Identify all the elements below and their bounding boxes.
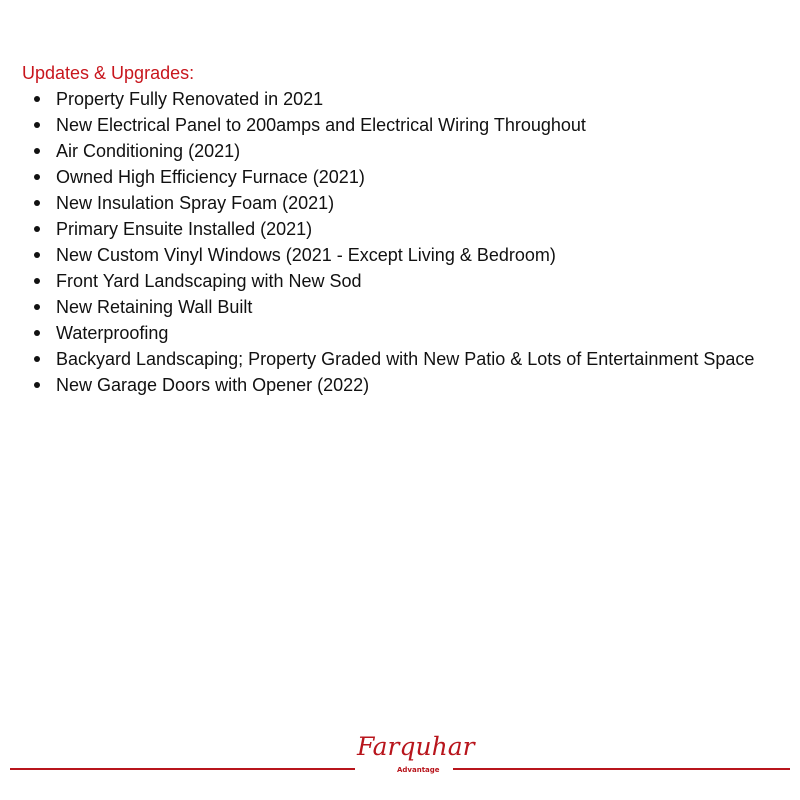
list-item: Backyard Landscaping; Property Graded with New Patio & Lots of Entertainment Space [22,346,782,372]
logo-script-text: Farquhar [357,732,475,761]
list-item: New Garage Doors with Opener (2022) [22,372,782,398]
list-item: Front Yard Landscaping with New Sod [22,268,782,294]
section-heading: Updates & Upgrades: [22,63,195,83]
brand-logo [355,728,475,792]
updates-section [22,60,782,398]
list-item: Primary Ensuite Installed (2021) [22,216,782,242]
list-item: New Custom Vinyl Windows (2021 - Except Living & Bedroom) [22,242,782,268]
list-item: New Insulation Spray Foam (2021) [22,190,782,216]
upgrades-list [22,86,782,398]
list-item: Owned High Efficiency Furnace (2021) [22,164,782,190]
list-item: Property Fully Renovated in 2021 [22,86,782,112]
footer-divider-right [453,768,790,770]
list-item: Waterproofing [22,320,782,346]
list-item: New Retaining Wall Built [22,294,782,320]
footer-divider-left [10,768,355,770]
logo-subtitle: Advantage [397,766,440,774]
list-item: Air Conditioning (2021) [22,138,782,164]
list-item: New Electrical Panel to 200amps and Electrical Wiring Throughout [22,112,782,138]
